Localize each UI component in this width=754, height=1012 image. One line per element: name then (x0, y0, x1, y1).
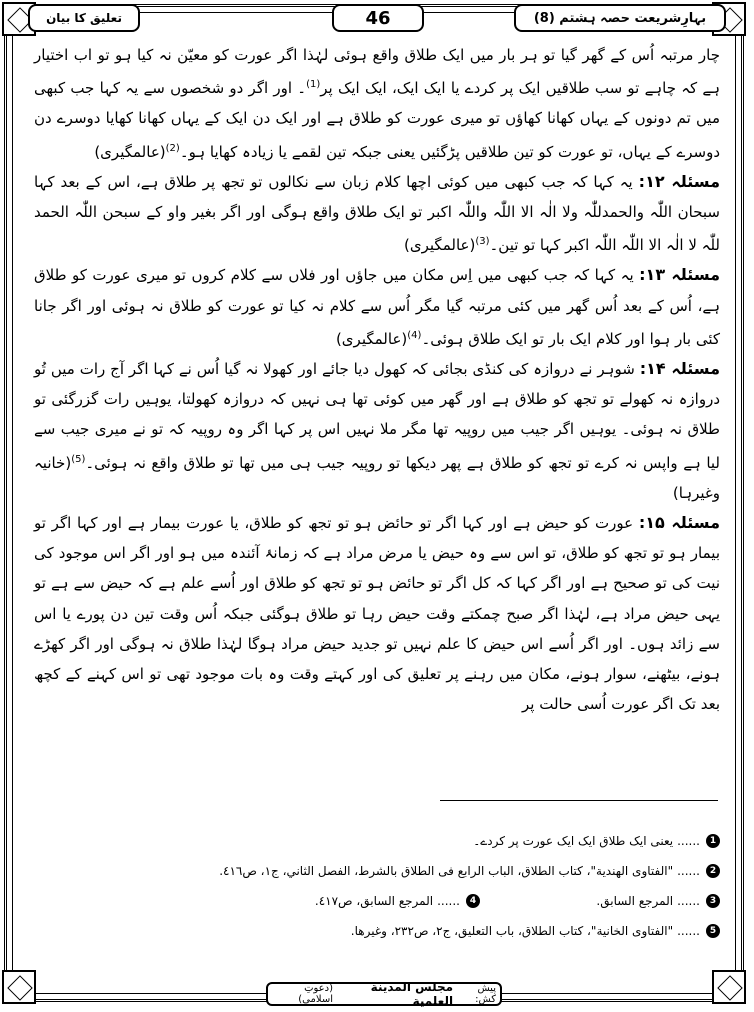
publisher-banner: پیش کش: مجلس المدينة العلمية (دعوتِ اسلامی) (266, 982, 502, 1006)
footnote-item: 1 ...... یعنی ایک طلاق ایک ایک عورت پر کردے۔ (34, 826, 720, 856)
masala-label: مسئلہ ۱۴: (639, 359, 720, 379)
chapter-title: تعلیق کا بیان (28, 4, 140, 32)
footnote-number: 1 (706, 834, 720, 848)
footnote-item: 3 ...... المرجع السابق. 4 ...... المرجع السابق، ص٤١٧. (34, 886, 720, 916)
footnote-divider (440, 800, 718, 801)
footnote-ref[interactable]: (1) (306, 79, 321, 91)
masala-label: مسئلہ ۱۵: (638, 513, 720, 533)
source-citation: (عالمگیری) (335, 329, 408, 348)
source-citation: (عالمگیری) (94, 142, 166, 161)
masala-14: مسئلہ ۱۴: شوہر نے دروازہ کی کنڈی بجائی کہ کھول دیا جائے اور کھولا نہ گیا اُس نے کہا اگر آج رات میں تُو دروازہ نہ کھولے تو تجھ کو طلاق ہے اور گھر میں کوئی تھا ہی نہیں کہ دروازہ کھولتا، یوہیں رات گزرگئی تو طلاق نہ ہوئی۔ یوہیں اگر جیب میں روپیہ تھا مگر ملا نہیں اس پر کہا اگر وہ روپیہ کہ تو نے میری جیب سے لیا ہے واپس نہ کرے تو تجھ کو طلاق ہے پھر دیکھا تو روپیہ جیب ہی میں تھا تو طلاق واقع نہ ہوئی۔$^{(5)}$(خانیہ وغیرہا) (34, 359, 720, 502)
masala-13: مسئلہ ۱۳: یہ کہا کہ جب کبھی میں اِس مکان میں جاؤں اور فلاں سے کلام کروں تو میری عورت کو طلاق ہے، اُس کے بعد اُس گھر میں کئی مرتبہ گیا مگر اُس سے کلام نہ کیا تو عورت کو طلاق نہ ہوئی اور اگر جانا کئی بار ہوا اور کلام ایک بار تو ایک طلاق ہوئی۔$^{(4)}$(عالمگیری) (34, 265, 721, 348)
publisher-name: مجلس المدينة العلمية (370, 980, 454, 1008)
footnote-number: 5 (706, 924, 720, 938)
masala-15: مسئلہ ۱۵: عورت کو حیض ہے اور کہا اگر تو حائض ہو تو تجھ کو طلاق، یا عورت بیمار ہے اور کہا اگر تو بیمار ہو تو تجھ کو طلاق، تو اس سے وہ حیض یا مرض مراد ہے کہ زمانۂ آئندہ میں ہو اور اگر اس موجود کی نیت کی تو صحیح ہے اور اگر کہا کہ کل اگر تو حائض ہو تو تجھ کو طلاق اور اُسے علم ہے کہ حیض سے ہے تو یہی حیض مراد ہے، لہٰذا اگر صبح چمکتے وقت حیض رہا تو طلاق ہوگئی جبکہ اُس وقت تین دن پورے یا اس سے زائد ہوں۔ اور اگر اُسے اس حیض کا علم نہیں تو جدید حیض مراد ہوگا لہٰذا طلاق نہ ہوگی اور اگر کھڑے ہونے، بیٹھنے، سوار ہونے، مکان میں رہنے پر تعلیق کی اور کہتے وقت وہ بات موجود تھی تو اس کہنے کے کچھ بعد تک اگر عورت اُسی حالت پر (34, 513, 720, 714)
footnote-ref[interactable]: (2) (165, 142, 180, 154)
masala-label: مسئلہ ۱۳: (639, 265, 721, 285)
masala-label: مسئلہ ۱۲: (638, 171, 720, 191)
footnote-item: 2 ...... "الفتاوی الهندية"، کتاب الطلاق، الباب الرابع فی الطلاق بالشرط، الفصل الثاني، ج١، ص٤١٦. (34, 856, 720, 886)
footnote-ref[interactable]: (5) (71, 453, 86, 465)
corner-ornament (2, 970, 36, 1004)
main-text (34, 40, 720, 719)
footnote-number: 4 (466, 894, 480, 908)
footnotes (34, 826, 720, 946)
book-title: بہارِشریعت حصہ ہشتم (8) (514, 4, 726, 32)
source-citation: (عالمگیری) (404, 236, 476, 255)
footnote-number: 3 (706, 894, 720, 908)
paragraph-intro: چار مرتبہ اُس کے گھر گیا تو ہر بار میں ایک طلاق واقع ہوئی لہٰذا اگر عورت کو معیّن نہ کیا ہو تو اب اختیار ہے کہ چاہے تو سب طلاقیں ایک پر کردے یا ایک ایک، ایک ایک پر$^{(1)}$۔ اور اگر دو شخصوں سے یہ کہا جب کبھی میں تم دونوں کے یہاں کھانا کھاؤں تو میری عورت کو طلاق ہے اور ایک دن ایک کے یہاں کھانا کھایا دوسرے دن دوسرے کے یہاں، تو عورت کو تین طلاقیں پڑگئیں یعنی جبکہ تین لقمے یا زیادہ کھایا ہو۔$^{(2)}$(عالمگیری) (34, 46, 720, 161)
footnote-ref[interactable]: (4) (407, 329, 422, 341)
footnote-item: 5 ...... "الفتاوی الخانية"، کتاب الطلاق، باب التعليق، ج٢، ص٢٣٢، وغیرها. (34, 916, 720, 946)
page-number: 46 (332, 4, 424, 32)
corner-ornament (712, 970, 746, 1004)
footnote-ref[interactable]: (3) (475, 236, 490, 248)
source-citation: (خانیہ وغیرہا) (34, 453, 720, 502)
masala-12: مسئلہ ۱۲: یہ کہا کہ جب کبھی میں کوئی اچھا کلام زبان سے نکالوں تو تجھ پر طلاق ہے، اس کے بعد کہا سبحان اللّٰہ والحمدللّٰہ ولا الٰہ الا اللّٰہ واللّٰہ اکبر تو ایک طلاق واقع ہوگی اور اگر بغیر واو کے سبحن اللّٰہ الحمد للّٰہ لا الٰہ الا اللّٰہ اللّٰہ اکبر کہا تو تین۔$^{(3)}$(عالمگیری) (34, 171, 720, 255)
footnote-number: 2 (706, 864, 720, 878)
